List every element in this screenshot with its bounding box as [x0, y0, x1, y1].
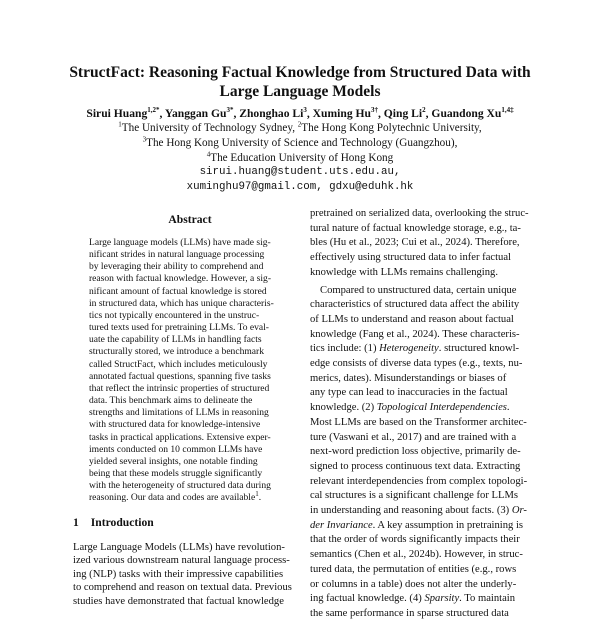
abstract-line: tasks in practical applications. Extensive exper- — [89, 431, 271, 443]
abstract-line: with structured data for knowledge-intensive — [89, 419, 261, 431]
body-line: effectively using structured data to infer factual — [310, 252, 512, 264]
body-line: characteristics of structured data affect the ability — [310, 299, 520, 311]
author: Sirui Huang$^{1,2*}$ — [86, 106, 160, 120]
body-line: knowledge (Fang et al., 2024). These characteris- — [310, 328, 520, 340]
abstract-line: tured texts used for pretraining LLMs. To eval- — [89, 322, 269, 334]
author: Zhonghao Li$^3$ — [239, 106, 307, 120]
right-column — [310, 207, 535, 622]
affiliation-line: $^1$The University of Technology Sydney, $^2$The Hong Kong Polytechnic University, — [118, 120, 482, 134]
abstract-body — [89, 237, 289, 504]
body-line: der Invariance. A key assumption in pretraining is — [310, 519, 524, 531]
title-line: Large Language Models — [219, 83, 381, 100]
body-line: tics include: (1) Heterogeneity. structured knowl- — [310, 343, 520, 355]
abstract-line: Large language models (LLMs) have made sig- — [89, 237, 271, 248]
body-line: knowledge. (2) Topological Interdependencies. — [310, 402, 510, 414]
body-line: tured data, the permutation of entities (e.g., rows — [310, 563, 517, 575]
abstract-line: being that these models struggle significantly — [89, 467, 263, 479]
intro-line: ized various downstream natural language process- — [73, 555, 290, 567]
intro-line: to comprehend and reason on textual data. Previous — [73, 582, 292, 594]
section-heading — [73, 516, 166, 529]
intro-line: Large Language Models (LLMs) have revolution- — [73, 542, 285, 553]
section-number: 1 — [73, 516, 79, 529]
title-line: StructFact: Reasoning Factual Knowledge from Structured Data with — [69, 64, 531, 81]
abstract-line: structurally stored, we introduce a benchmark — [89, 346, 264, 358]
abstract-line: nificant strides in natural language processing — [89, 249, 265, 261]
body-line: bles (Hu et al., 2023; Cui et al., 2024). Therefore, — [310, 237, 520, 249]
abstract-heading: Abstract — [168, 213, 212, 226]
abstract-line: that reflect the intrinsic properties of structured — [89, 382, 270, 394]
footnote-mark[interactable]: 1 — [255, 490, 259, 499]
abstract-line: called StructFact, which includes meticulously — [89, 358, 268, 370]
abstract-line: nificant amount of factual knowledge is stored — [89, 285, 267, 297]
abstract-line: yielded several insights, one notable finding — [89, 455, 258, 467]
body-line: ture (Vaswani et al., 2017) and are trained with a — [310, 431, 517, 443]
abstract-line: in structured data, which has unique characteris- — [89, 297, 274, 309]
abstract-line: annotated factual questions, spanning five tasks — [89, 370, 271, 382]
body-line: edge consists of diverse data types (e.g., texts, nu- — [310, 358, 523, 370]
intro-body — [73, 541, 308, 608]
body-line: Most LLMs are based on the Transformer architec- — [310, 416, 527, 428]
body-line: knowledge with LLMs remains challenging. — [310, 266, 498, 278]
body-line: pretrained on serialized data, overlooking the struc- — [310, 208, 529, 219]
abstract-line: uate the capability of LLMs in handling facts — [89, 334, 262, 346]
body-line: the same performance in sparse structured data — [310, 607, 509, 619]
intro-line: studies have demonstrated that factual knowledge — [73, 595, 284, 607]
affiliation-line: $^3$The Hong Kong University of Science and Technology (Guangzhou), — [142, 135, 458, 149]
body-line: signed to process continuous text data. Extracting — [310, 460, 521, 472]
body-line: that the order of words significantly impacts their — [310, 534, 520, 546]
affiliations — [0, 121, 600, 195]
body-line: ing factual knowledge. (4) Sparsity. To maintain — [310, 593, 516, 605]
email-line: xuminghu97@gmail.com, gdxu@eduhk.hk — [186, 181, 414, 194]
body-line: relevant interdependencies from complex topologi- — [310, 475, 528, 487]
abstract-line: reason with factual knowledge. However, a sig- — [89, 273, 272, 285]
abstract-line: strengths and limitations of LLMs in reasoning — [89, 407, 269, 419]
abstract-line: reasoning. Our data and codes are available$^1$. — [89, 490, 262, 504]
author: Yanggan $Gu^{3*}$ — [164, 106, 234, 120]
author-list: Sirui Huang$^{1,2*}$, Yanggan $Gu^{3*}$, Zhonghao Li$^3$, Xuming $Hu^{3\dagger}$, Qing Li$^2$, Guandong $Xu^{1,4\ddagger}$ — [86, 106, 514, 120]
body-line: Compared to unstructured data, certain unique — [320, 284, 517, 296]
body-line: of LLMs to understand and reason about factual — [310, 313, 514, 325]
body-line: in understanding and reasoning about facts. (3) Or- — [310, 505, 527, 517]
body-line: tural nature of factual knowledge storage, e.g., ta- — [310, 222, 521, 234]
section-title: Introduction — [90, 516, 154, 529]
body-line: any type can lead to inaccuracies in the factual — [310, 387, 508, 399]
abstract-line: tics not typically encountered in the unstruc- — [89, 309, 260, 321]
email-line: sirui.huang@student.uts.edu.au, — [199, 166, 401, 179]
body-line: cal structures is a significant challenge for LLMs — [310, 490, 518, 502]
abstract-line: by leveraging their ability to comprehend and — [89, 261, 264, 273]
affiliation-line: $^4$The Education University of Hong Kong — [206, 149, 394, 164]
abstract-line: with the heterogeneity of structured data during — [89, 480, 271, 492]
body-line: or columns in a table) does not alter the underly- — [310, 578, 517, 590]
abstract-line: data. This benchmark aims to delineate the — [89, 395, 253, 407]
body-line: semantics (Chen et al., 2024b). However, in struc- — [310, 549, 523, 561]
author: Guandong $Xu^{1,4\ddagger}$ — [431, 106, 514, 120]
author: Qing Li$^2$ — [383, 106, 426, 120]
body-line: next-word prediction loss objective, primarily de- — [310, 446, 521, 458]
paper-title — [0, 63, 600, 101]
intro-line: ing (NLP) tasks with their impressive capabilities — [73, 568, 284, 580]
author: Xuming $Hu^{3\dagger}$ — [312, 106, 378, 120]
body-line: merics, dates). Misunderstandings or biases of — [310, 372, 507, 384]
abstract-line: iments conducted on 10 common LLMs have — [89, 443, 263, 455]
